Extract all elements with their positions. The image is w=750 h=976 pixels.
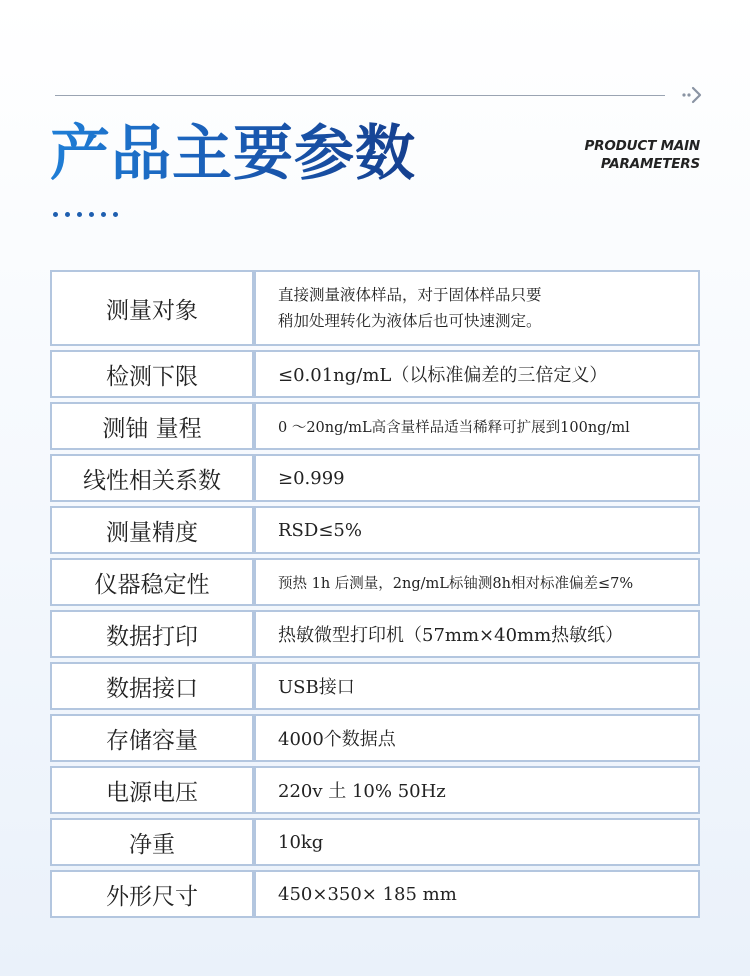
param-value: 热敏微型打印机（57mm×40mm热敏纸）	[254, 610, 700, 658]
param-label: 存储容量	[50, 714, 254, 762]
param-label: 仪器稳定性	[50, 558, 254, 606]
table-row	[50, 270, 700, 346]
param-value: ≤0.01ng/mL（以标准偏差的三倍定义）	[254, 350, 700, 398]
dot-icon	[101, 212, 106, 217]
table-row	[50, 818, 700, 866]
parameters-table	[50, 266, 700, 922]
param-value: USB接口	[254, 662, 700, 710]
subtitle-line-2: PARAMETERS	[600, 156, 700, 172]
table-row	[50, 870, 700, 918]
param-label: 电源电压	[50, 766, 254, 814]
param-value: 预热 1h 后测量，2ng/mL标铀测8h相对标准偏差≤7%	[254, 558, 700, 606]
subtitle-line-1: PRODUCT MAIN	[584, 138, 700, 154]
header-divider	[55, 95, 665, 96]
table-row	[50, 506, 700, 554]
table-row	[50, 662, 700, 710]
param-value: ≥0.999	[254, 454, 700, 502]
param-label: 测量对象	[50, 270, 254, 346]
param-value: 0 ～20ng/mL高含量样品适当稀释可扩展到100ng/ml	[254, 402, 700, 450]
page-title: 产品主要参数	[50, 119, 416, 189]
param-label: 数据接口	[50, 662, 254, 710]
table-row	[50, 714, 700, 762]
table-row	[50, 610, 700, 658]
param-label: 检测下限	[50, 350, 254, 398]
table-row	[50, 454, 700, 502]
param-value: 450×350× 185 mm	[254, 870, 700, 918]
dot-icon	[53, 212, 58, 217]
param-label: 线性相关系数	[50, 454, 254, 502]
param-value-line-1: 直接测量液体样品，对于固体样品只要	[278, 286, 542, 304]
table-row	[50, 558, 700, 606]
param-value: 10kg	[254, 818, 700, 866]
dot-icon	[113, 212, 118, 217]
decorative-dots	[53, 212, 118, 217]
param-value	[254, 270, 700, 346]
dot-icon	[77, 212, 82, 217]
table-row	[50, 402, 700, 450]
page-subtitle	[584, 137, 700, 173]
param-value: 4000个数据点	[254, 714, 700, 762]
param-value: RSD≤5%	[254, 506, 700, 554]
param-label: 数据打印	[50, 610, 254, 658]
param-value-line-2: 稍加处理转化为液体后也可快速测定。	[278, 312, 542, 330]
param-label: 测量精度	[50, 506, 254, 554]
table-row	[50, 350, 700, 398]
dot-icon	[65, 212, 70, 217]
param-label: 外形尺寸	[50, 870, 254, 918]
param-label: 测铀 量程	[50, 402, 254, 450]
param-value: 220v 土 10% 50Hz	[254, 766, 700, 814]
table-row	[50, 766, 700, 814]
chevron-right-icon	[682, 84, 704, 106]
dot-icon	[89, 212, 94, 217]
param-label: 净重	[50, 818, 254, 866]
